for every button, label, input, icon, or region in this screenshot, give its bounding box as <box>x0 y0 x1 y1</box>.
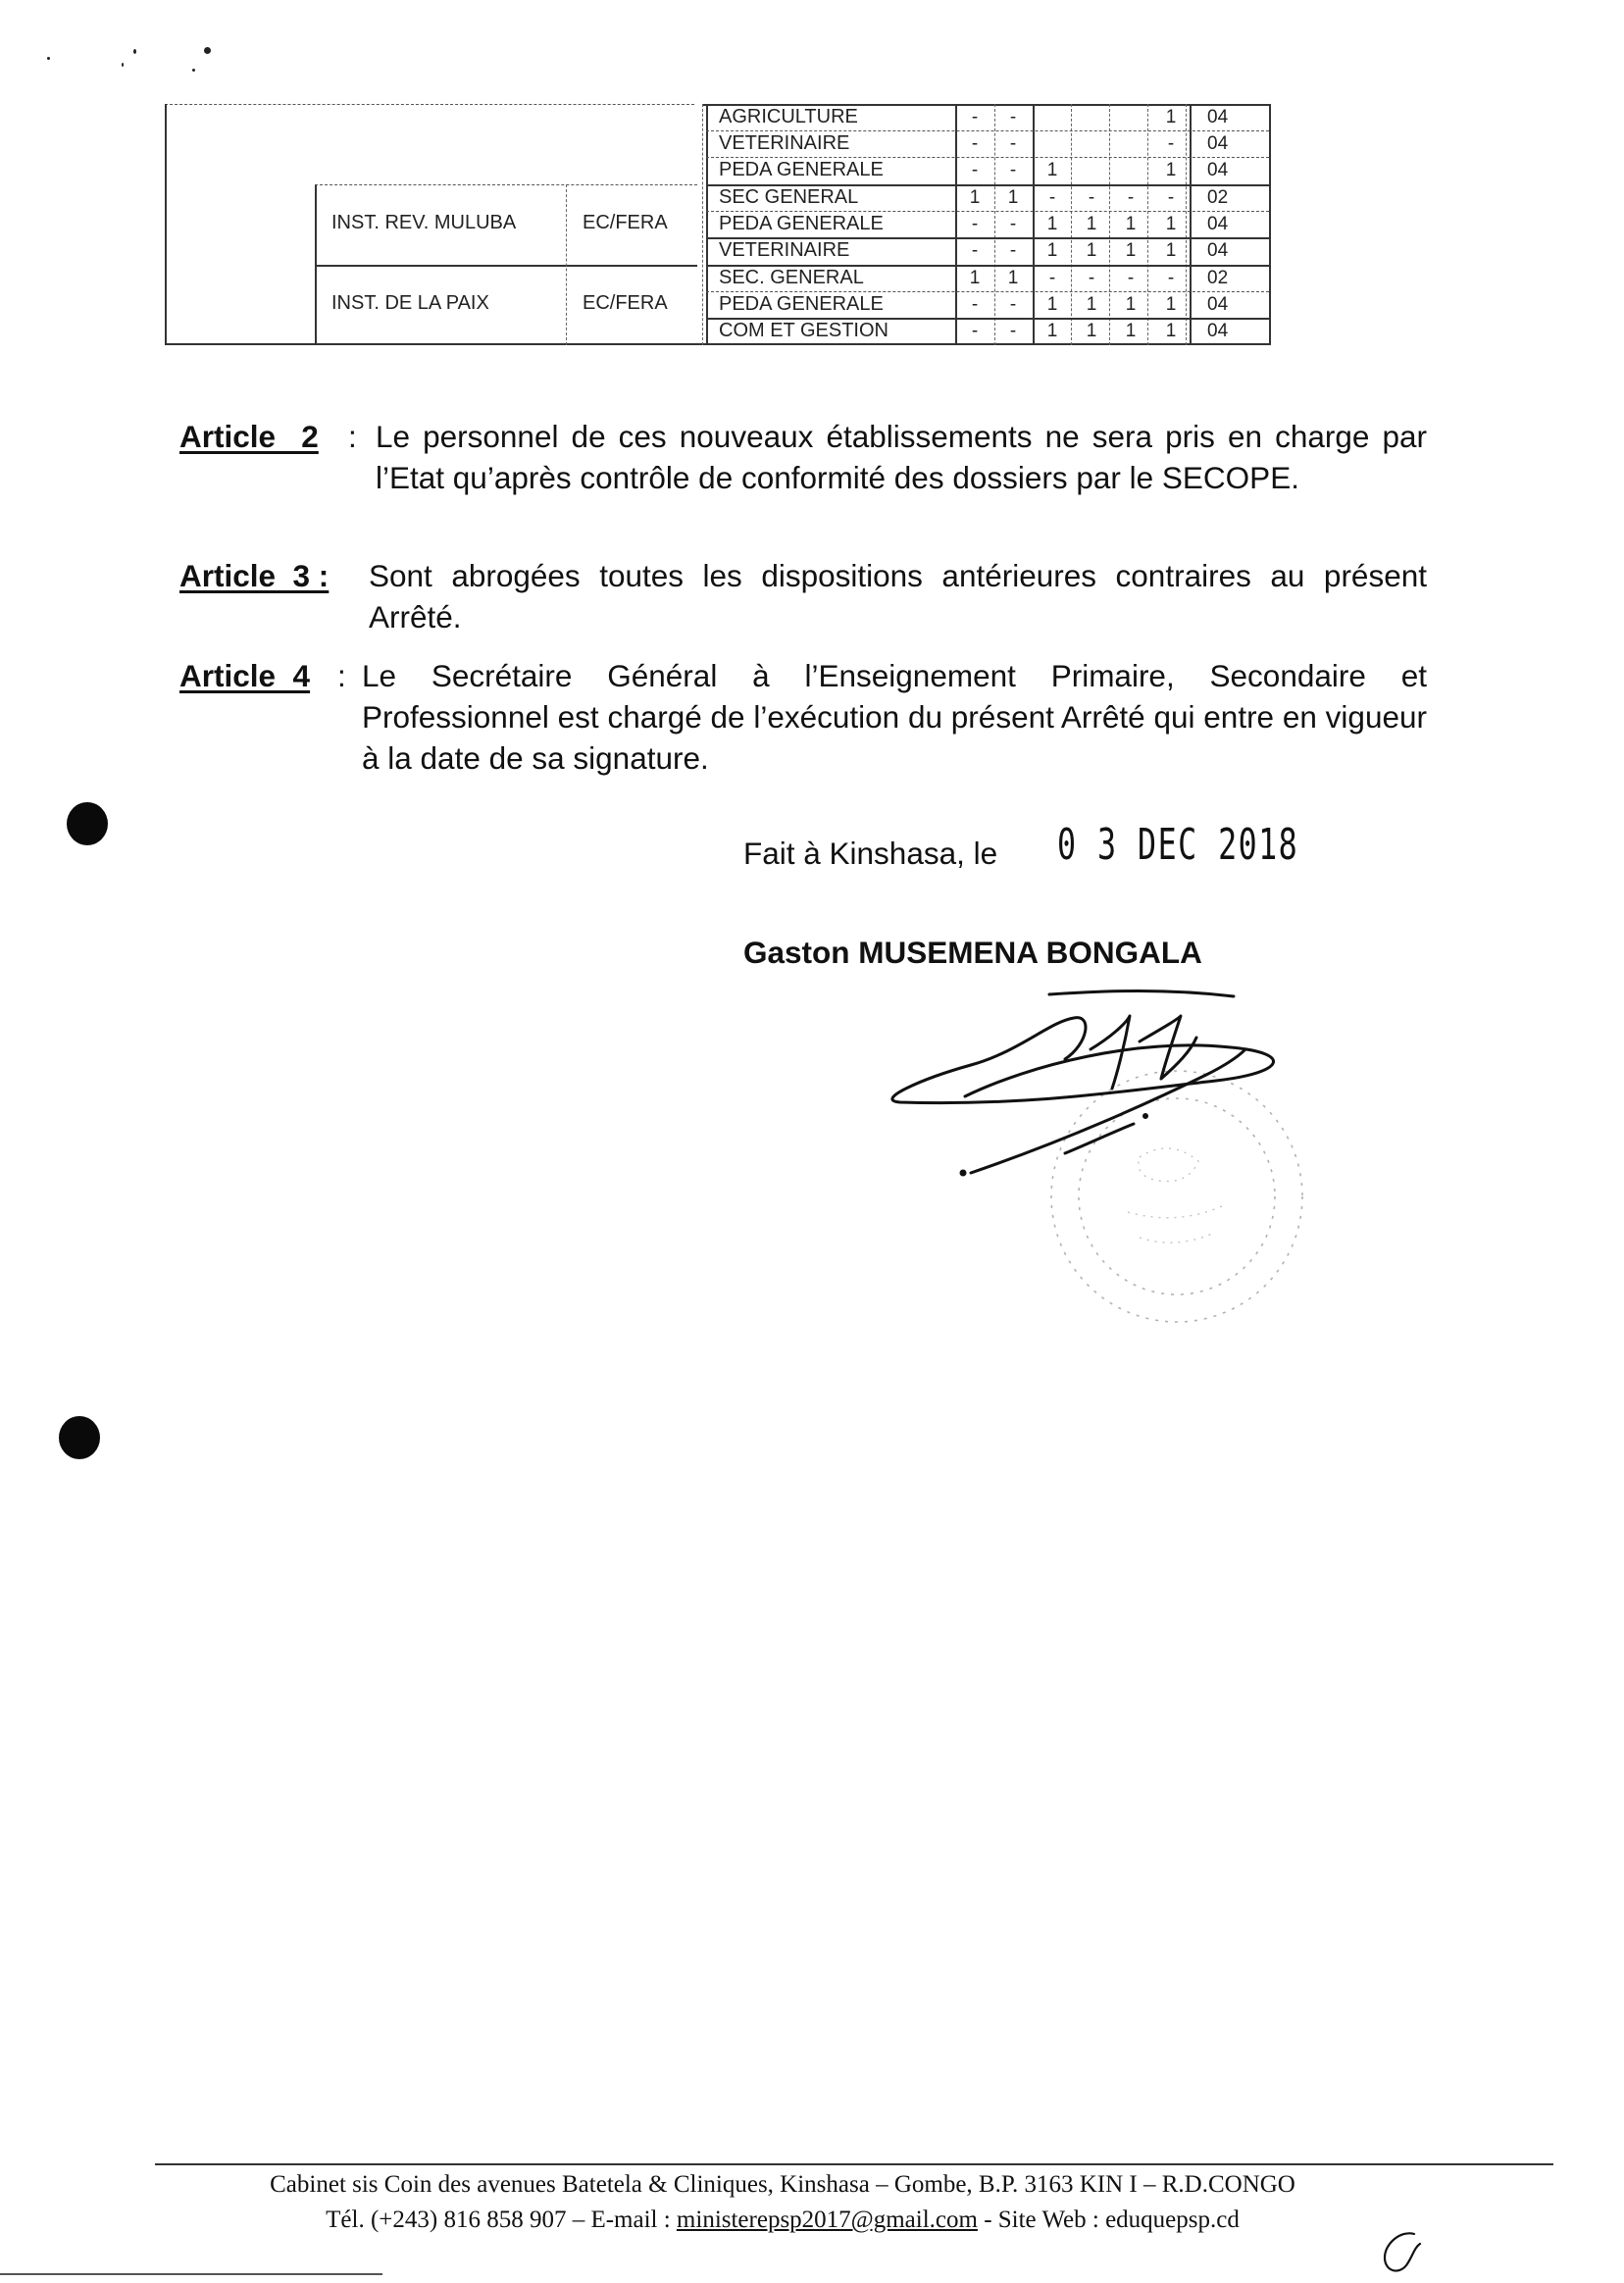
school-name: INST. REV. MULUBA <box>331 212 517 233</box>
count-cell: 1 <box>1125 294 1137 315</box>
signer-name: Gaston MUSEMENA BONGALA <box>743 935 1202 970</box>
count-cell: - <box>971 107 979 127</box>
count-cell: - <box>971 160 979 180</box>
count-cell: 1 <box>1046 160 1058 180</box>
count-cell: 1 <box>969 187 981 208</box>
count-cell: - <box>971 133 979 154</box>
scan-speck <box>192 69 195 72</box>
article-3 <box>179 555 1427 643</box>
section-cell: SEC. GENERAL <box>719 267 864 288</box>
count-cell: - <box>1048 268 1056 288</box>
article-label: Article 2 <box>179 419 319 454</box>
count-cell: 1 <box>1165 160 1177 180</box>
count-cell: 1 <box>1125 214 1137 234</box>
count-cell: 1 <box>1165 240 1177 261</box>
article-text: Le personnel de ces nouveaux établissements ne sera pris en charge par l’Etat qu’après contrôle de conformité des dossiers par le SECOPE. <box>376 419 1427 495</box>
footer-phone: Tél. (+243) 816 858 907 – E-mail : <box>326 2207 677 2233</box>
count-cell: - <box>1009 214 1017 234</box>
count-cell: 1 <box>1046 321 1058 341</box>
article-label: Article 4 <box>179 658 311 693</box>
total-cell: 04 <box>1207 133 1229 154</box>
handwritten-initial <box>1375 2226 1430 2281</box>
total-cell: 04 <box>1207 294 1229 315</box>
count-cell: 1 <box>1125 321 1137 341</box>
punch-hole <box>59 1416 100 1459</box>
count-cell: - <box>971 214 979 234</box>
section-cell: VETERINAIRE <box>719 132 850 154</box>
count-cell: 1 <box>1046 294 1058 315</box>
count-cell: 1 <box>1165 294 1177 315</box>
count-cell: - <box>1009 321 1017 341</box>
total-cell: 04 <box>1207 321 1229 341</box>
total-cell: 04 <box>1207 240 1229 261</box>
footer-contact <box>155 2207 1410 2234</box>
section-cell: VETERINAIRE <box>719 239 850 261</box>
count-cell: - <box>971 240 979 261</box>
section-cell: PEDA GENERALE <box>719 293 884 315</box>
handwritten-signature <box>883 981 1344 1334</box>
count-cell: - <box>1048 187 1056 208</box>
count-cell: - <box>1088 268 1095 288</box>
total-cell: 04 <box>1207 160 1229 180</box>
count-cell: 1 <box>1007 187 1019 208</box>
place-line: Fait à Kinshasa, le <box>743 836 998 871</box>
article-label: Article 3 : <box>179 558 330 593</box>
punch-hole <box>67 802 108 845</box>
school-name: INST. DE LA PAIX <box>331 292 489 314</box>
email-link[interactable]: ministerepsp2017@gmail.com <box>676 2207 978 2233</box>
school-regime: EC/FERA <box>583 292 668 314</box>
count-cell: 1 <box>1165 321 1177 341</box>
section-cell: AGRICULTURE <box>719 106 858 127</box>
count-cell: 1 <box>1086 214 1097 234</box>
school-regime: EC/FERA <box>583 212 668 233</box>
count-cell: - <box>1009 133 1017 154</box>
count-cell: - <box>971 294 979 315</box>
count-cell: - <box>1167 133 1175 154</box>
count-cell: - <box>1167 268 1175 288</box>
footer-rule <box>155 2163 1553 2165</box>
footer-address: Cabinet sis Coin des avenues Batetela & Cliniques, Kinshasa – Gombe, B.P. 3163 KIN I – R.D.CONGO <box>270 2171 1295 2198</box>
article-4 <box>179 655 1427 783</box>
section-cell: PEDA GENERALE <box>719 213 884 234</box>
count-cell: - <box>1167 187 1175 208</box>
count-cell: 1 <box>1046 214 1058 234</box>
footer-site: - Site Web : eduquepsp.cd <box>977 2207 1240 2233</box>
count-cell: - <box>1088 187 1095 208</box>
scan-speck <box>47 57 50 60</box>
bottom-edge-rule <box>0 2273 382 2275</box>
count-cell: 1 <box>1165 107 1177 127</box>
count-cell: - <box>1127 187 1135 208</box>
section-cell: PEDA GENERALE <box>719 159 884 180</box>
count-cell: - <box>1009 294 1017 315</box>
scan-speck <box>133 49 136 54</box>
total-cell: 02 <box>1207 187 1229 208</box>
date-stamp: 0 3 DEC 2018 <box>1057 820 1299 870</box>
count-cell: 1 <box>1086 321 1097 341</box>
count-cell: 1 <box>1086 240 1097 261</box>
count-cell: - <box>1009 240 1017 261</box>
count-cell: - <box>1127 268 1135 288</box>
scan-speck <box>204 47 211 54</box>
article-text: Sont abrogées toutes les dispositions antérieures contraires au présent Arrêté. <box>369 558 1427 634</box>
scan-speck <box>122 63 124 67</box>
count-cell: 1 <box>1046 240 1058 261</box>
count-cell: - <box>1009 160 1017 180</box>
total-cell: 04 <box>1207 214 1229 234</box>
article-text: Le Secrétaire Général à l’Enseignement Primaire, Secondaire et Professionnel est chargé de l’exécution du présent Arrêté qui entre en vigueur à la date de sa signature. <box>362 658 1427 776</box>
count-cell: 1 <box>1007 268 1019 288</box>
section-cell: SEC GENERAL <box>719 186 859 208</box>
count-cell: 1 <box>1165 214 1177 234</box>
count-cell: 1 <box>1125 240 1137 261</box>
count-cell: 1 <box>1086 294 1097 315</box>
count-cell: - <box>1009 107 1017 127</box>
article-colon: : <box>337 658 346 693</box>
section-cell: COM ET GESTION <box>719 320 888 341</box>
total-cell: 04 <box>1207 107 1229 127</box>
count-cell: 1 <box>969 268 981 288</box>
count-cell: - <box>971 321 979 341</box>
article-2 <box>179 416 1427 543</box>
total-cell: 02 <box>1207 268 1229 288</box>
article-colon: : <box>348 419 357 454</box>
allocation-table <box>165 104 1271 345</box>
